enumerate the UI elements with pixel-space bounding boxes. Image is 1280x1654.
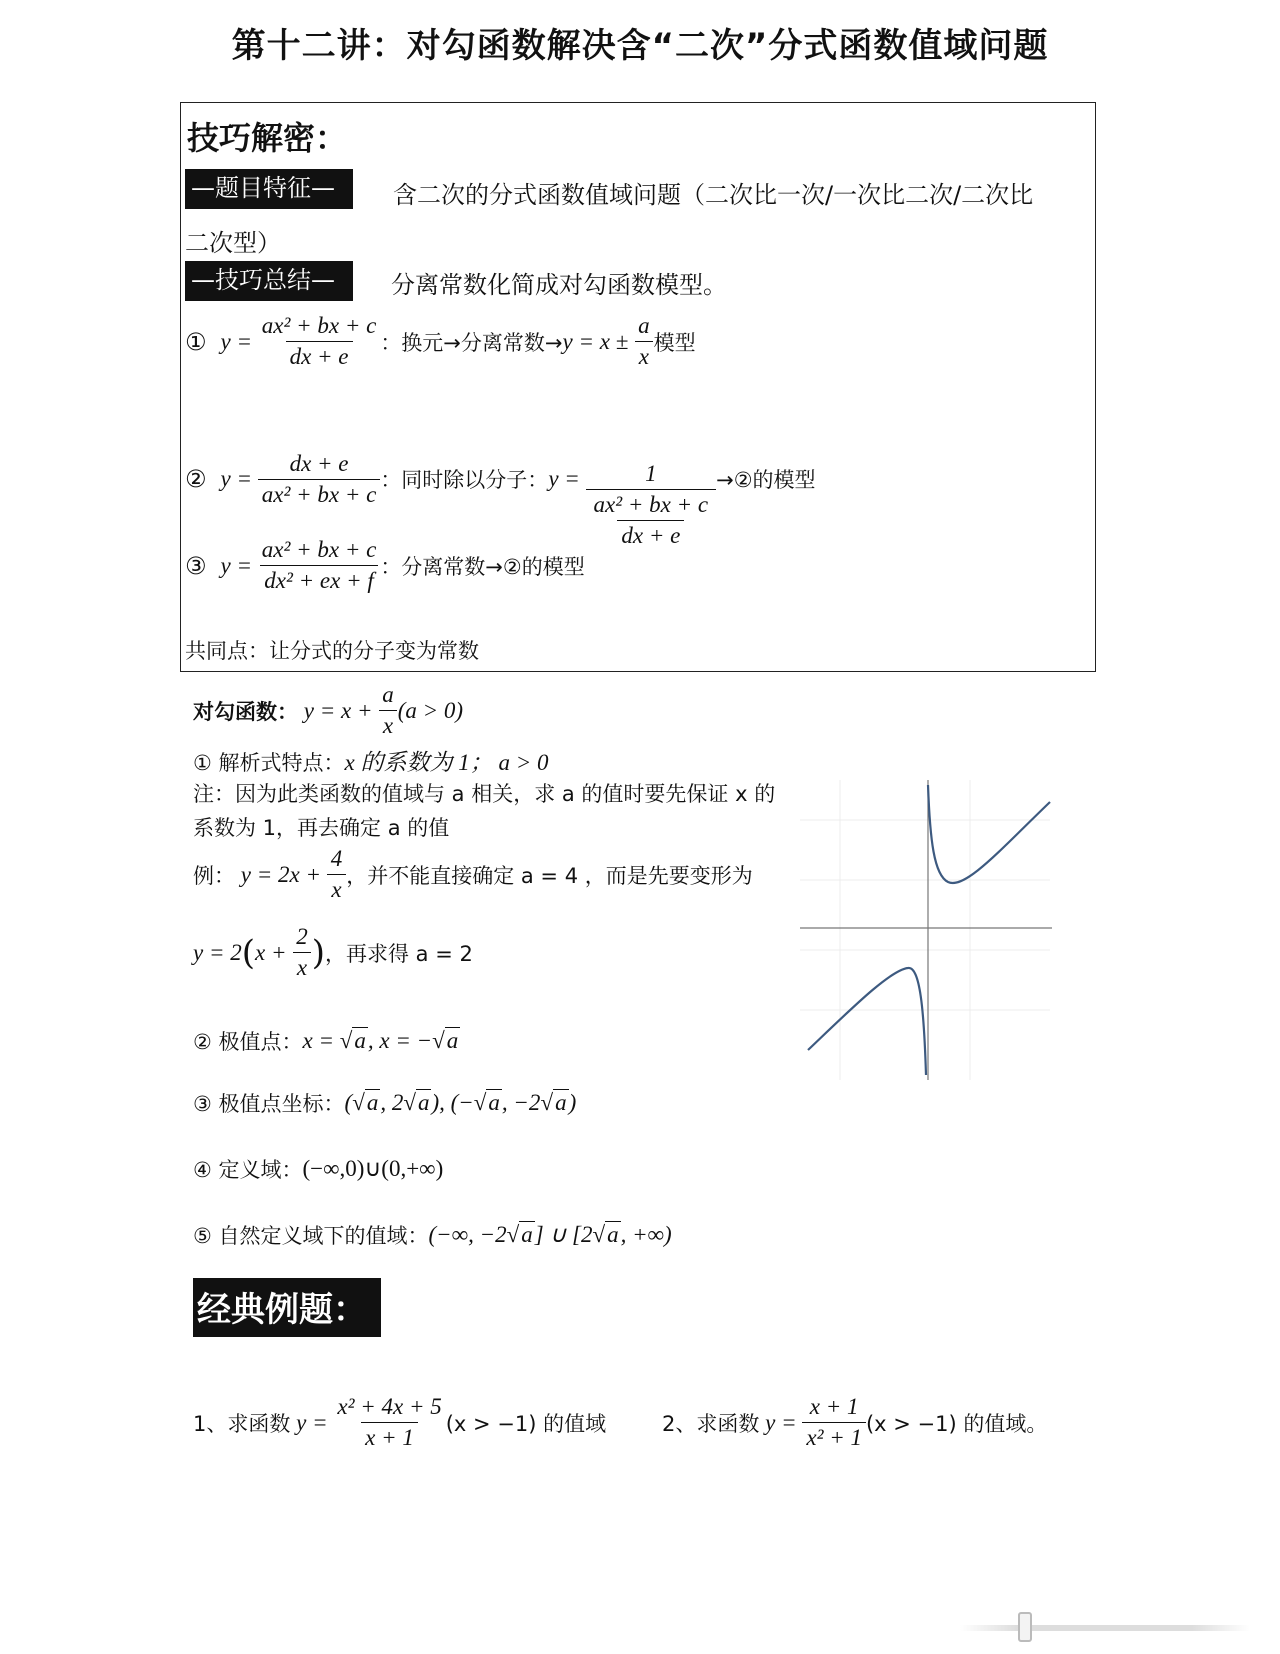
- point-2: ② 极值点： x = √ a, x = −√ a: [193, 1026, 460, 1056]
- q1-tail: (x > −1) 的值域: [445, 1411, 607, 1436]
- point-3: ③ 极值点坐标： (√ a, 2√ a), (−√ a, −2√ a): [193, 1088, 576, 1118]
- example-label: 例：: [193, 863, 235, 888]
- number-2-icon: ②: [185, 465, 207, 493]
- technique-heading: 技巧解密：: [187, 119, 348, 157]
- formula-3: ③ y = $\frac{\text{ax² + bx + c}}{\text{dx² + ex + f}}$ ：分离常数→②的模型: [185, 537, 585, 593]
- q2-numerator: x + 1: [809, 1394, 859, 1419]
- point-4-label: ④ 定义域：: [193, 1158, 303, 1182]
- curve-right-branch: [928, 785, 1050, 883]
- f2-text: ：同时除以分子：: [380, 468, 549, 492]
- point-4-value: (−∞,0)∪(0,+∞): [302, 1156, 444, 1181]
- example-mid: ，并不能直接确定 a = 4 ，而是先要变形为: [346, 863, 753, 888]
- formula-2: ② y = $\frac{dx + e}{\text{ax² + bx + c}}$ ：同时除以分子： y = $\frac{1}{\frac{\text{ax² + bx + c}}{dx + e}}$ →②的模型: [185, 450, 816, 548]
- f2-model: →②的模型: [716, 468, 816, 492]
- q1-numerator: x² + 4x + 5: [337, 1394, 442, 1419]
- note-line-2: 系数为 1，再去确定 a 的值: [193, 816, 450, 840]
- point-1-label: ① 解析式特点：: [193, 751, 345, 775]
- feature-text-cont: 二次型）: [185, 229, 281, 257]
- q2-prefix: 2、求函数: [662, 1411, 760, 1436]
- page-title: 第十二讲：对勾函数解决含“二次”分式函数值域问题: [231, 26, 1049, 66]
- technique-box: [180, 102, 1096, 672]
- q2-denominator: x² + 1: [802, 1422, 866, 1451]
- question-2: 2、求函数 y = $\frac{x + 1}{\text{x² + 1}}$ (x > −1) 的值域。: [662, 1394, 1048, 1450]
- gouhanshu-def: 对勾函数： y = x + $\frac{a}{x}$ (a > 0): [193, 682, 464, 738]
- question-1: 1、求函数 y = $\frac{\text{x² + 4x + 5}}{x + 1}$ (x > −1) 的值域: [193, 1394, 607, 1450]
- point-3-label: ③ 极值点坐标：: [193, 1092, 345, 1116]
- point-1: [193, 744, 549, 777]
- example-line: 例： y = 2x + $\frac{4}{x}$ ，并不能直接确定 a = 4 ，而是先要变形为: [193, 846, 753, 902]
- point-1-text: x 的系数为 1； a > 0: [344, 750, 549, 775]
- f2-numerator: dx + e: [289, 450, 349, 476]
- bottom-scroll-handle[interactable]: [1018, 1612, 1032, 1642]
- point-5: ⑤ 自然定义域下的值域： (−∞, −2√ a] ∪ [2√ a, +∞): [193, 1220, 672, 1250]
- point-2-label: ② 极值点：: [193, 1030, 303, 1054]
- f1-denominator: dx + e: [286, 341, 353, 370]
- point-5-label: ⑤ 自然定义域下的值域：: [193, 1224, 429, 1248]
- f2-inner-numerator: ax² + bx + c: [593, 492, 709, 517]
- gouhanshu-label: 对勾函数：: [193, 699, 298, 724]
- gouhanshu-graph: [800, 780, 1060, 1080]
- q1-denominator: x + 1: [361, 1422, 418, 1451]
- f3-text: ：分离常数→②的模型: [380, 554, 585, 579]
- summary-text: 分离常数化简成对勾函数模型。: [391, 271, 727, 299]
- examples-heading: 经典例题：: [193, 1278, 381, 1337]
- common-point: 共同点：让分式的分子变为常数: [185, 639, 479, 663]
- point-4: [193, 1154, 443, 1184]
- q1-prefix: 1、求函数: [193, 1411, 291, 1436]
- feature-tag: —题目特征—: [185, 169, 353, 209]
- f2-inner-denominator: dx + e: [617, 520, 684, 549]
- example-transform: y = 2 ( x + $\frac{2}{x}$ ) ，再求得 a = 2: [193, 924, 473, 980]
- note-line-1: 注：因为此类函数的值域与 a 相关，求 a 的值时要先保证 x 的: [193, 782, 776, 806]
- gouhanshu-cond: (a > 0): [397, 697, 464, 723]
- summary-tag: —技巧总结—: [185, 261, 353, 301]
- f3-denominator: dx² + ex + f: [260, 565, 377, 594]
- number-3-icon: ③: [185, 551, 207, 580]
- number-1-icon: ①: [185, 327, 207, 356]
- feature-text: 含二次的分式函数值域问题（二次比一次/一次比二次/二次比: [393, 181, 1034, 209]
- f1-text: ：换元→分离常数→: [380, 330, 563, 355]
- f1-numerator: ax² + bx + c: [261, 313, 377, 338]
- formula-1: ① y = $\frac{\text{ax² + bx + c}}{dx + e}$ ：换元→分离常数→ y = x ± $\frac{a}{x}$ 模型: [185, 313, 696, 369]
- f1-model: 模型: [653, 330, 696, 355]
- bottom-scroll-track: [960, 1625, 1250, 1631]
- curve-left-branch: [808, 968, 926, 1075]
- f3-numerator: ax² + bx + c: [261, 537, 377, 562]
- q2-tail: (x > −1) 的值域。: [865, 1411, 1048, 1436]
- example-transform-tail: ，再求得 a = 2: [325, 941, 473, 966]
- f2-denominator: ax² + bx + c: [258, 479, 381, 508]
